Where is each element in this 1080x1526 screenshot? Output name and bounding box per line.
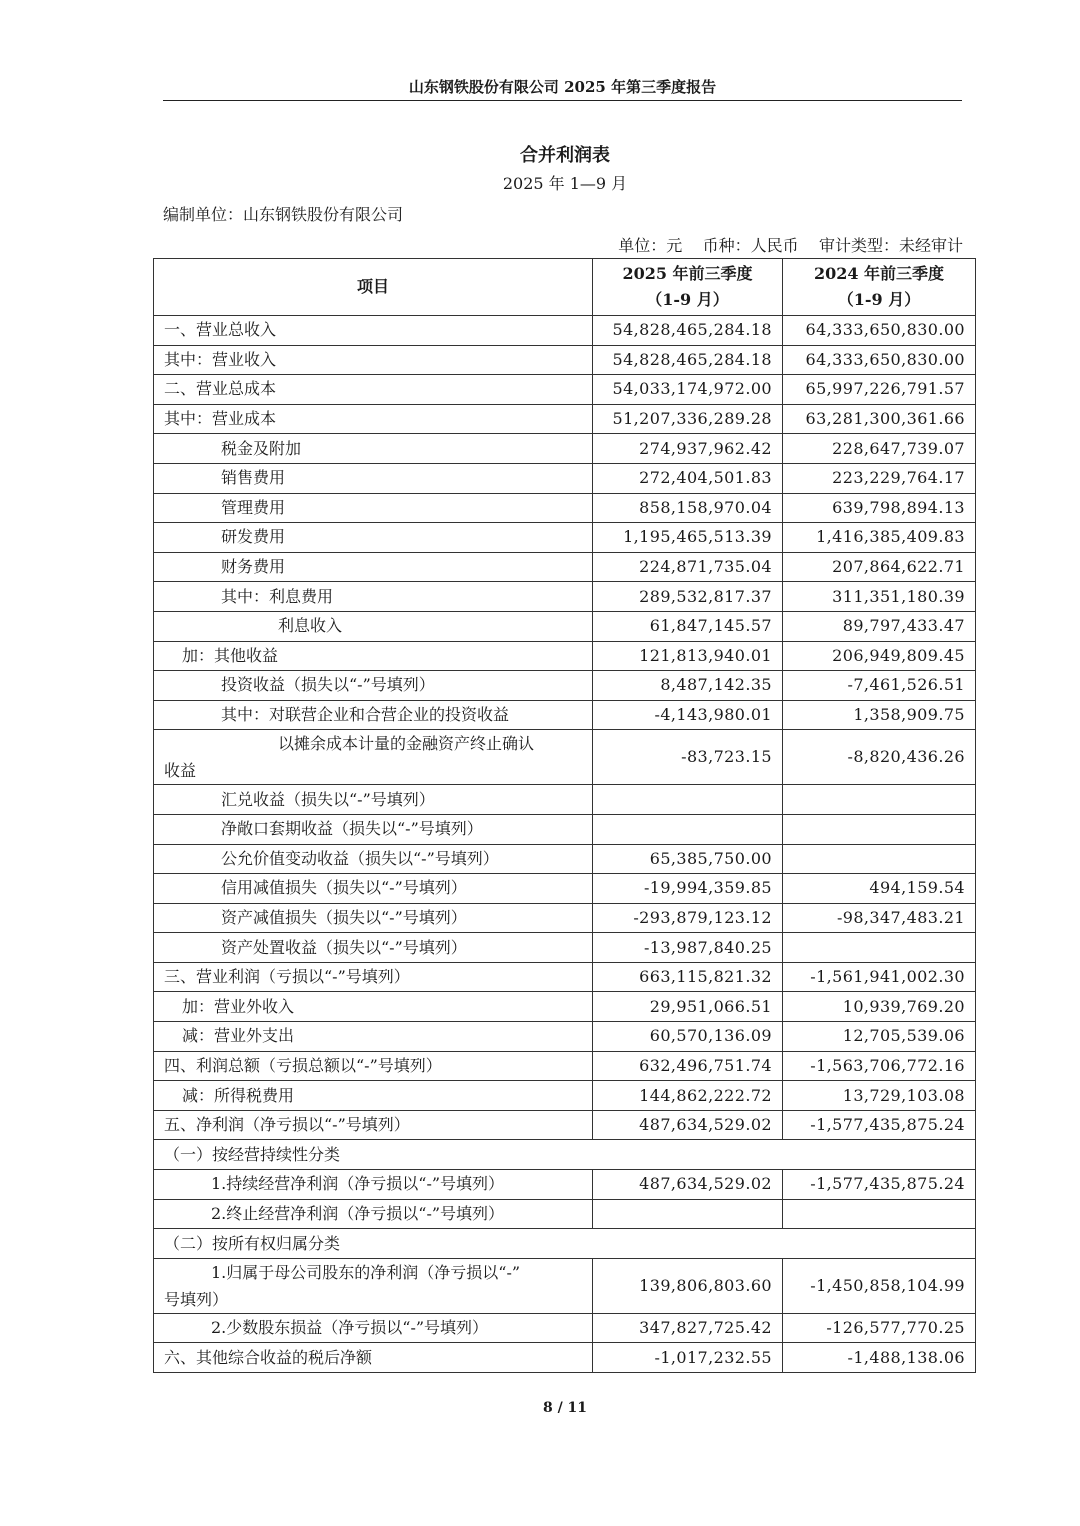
row-label-line1: 以摊余成本计量的金融资产终止确认 [278,734,535,754]
table-row [154,1081,976,1111]
value-2025: 1,195,465,513.39 [593,523,783,553]
value-2024: 12,705,539.06 [783,1022,976,1052]
table-row [154,1051,976,1081]
value-2025: 54,033,174,972.00 [593,375,783,405]
value-2025: 65,385,750.00 [593,844,783,874]
table-row [154,874,976,904]
compiling-entity: 编制单位：山东钢铁股份有限公司 [163,205,404,224]
table-row [154,1022,976,1052]
value-2024: -126,577,770.25 [783,1313,976,1343]
table-row [154,1199,976,1229]
value-2024: 10,939,769.20 [783,992,976,1022]
row-label: 二、营业总成本 [154,375,593,405]
value-2025: 272,404,501.83 [593,463,783,493]
value-2025: 61,847,145.57 [593,611,783,641]
table-row [154,345,976,375]
value-2025: 224,871,735.04 [593,552,783,582]
value-2024: 206,949,809.45 [783,641,976,671]
value-2025: 144,862,222.72 [593,1081,783,1111]
header-2024-line1: 2024 年前三季度 [813,264,945,283]
value-2024 [783,844,976,874]
value-2024: -1,577,435,875.24 [783,1110,976,1140]
value-2024: 13,729,103.08 [783,1081,976,1111]
row-label: 管理费用 [154,493,593,523]
row-label: 其中：对联营企业和合营企业的投资收益 [154,700,593,730]
value-2024: 64,333,650,830.00 [783,345,976,375]
row-label: 四、利润总额（亏损总额以“-”号填列） [154,1051,593,1081]
header-rule [163,100,962,101]
table-row [154,375,976,405]
row-label: 投资收益（损失以“-”号填列） [154,671,593,701]
value-2024: 89,797,433.47 [783,611,976,641]
table-row [154,700,976,730]
value-2025: 632,496,751.74 [593,1051,783,1081]
value-2024: 639,798,894.13 [783,493,976,523]
header-2025-line2: （1-9 月） [646,290,729,309]
header-item: 项目 [154,259,593,316]
header-2024-line2: （1-9 月） [837,290,921,309]
table-row [154,582,976,612]
value-2025 [593,814,783,844]
value-2024: 1,358,909.75 [783,700,976,730]
value-2025: 289,532,817.37 [593,582,783,612]
value-2024: -1,450,858,104.99 [783,1258,976,1313]
value-2025: 8,487,142.35 [593,671,783,701]
row-label: 减：营业外支出 [154,1022,593,1052]
table-row [154,785,976,815]
income-statement-table [153,258,976,1373]
row-label: 净敞口套期收益（损失以“-”号填列） [154,814,593,844]
row-label: 资产处置收益（损失以“-”号填列） [154,933,593,963]
table-row [154,962,976,992]
value-2024 [783,785,976,815]
value-2025 [593,1199,783,1229]
statement-title: 合并利润表 [520,145,610,166]
row-label: 汇兑收益（损失以“-”号填列） [154,785,593,815]
row-label: 资产减值损失（损失以“-”号填列） [154,903,593,933]
value-2024: -98,347,483.21 [783,903,976,933]
table-row [154,463,976,493]
table-row [154,404,976,434]
row-label: 销售费用 [154,463,593,493]
value-2025: 29,951,066.51 [593,992,783,1022]
value-2025: 51,207,336,289.28 [593,404,783,434]
value-2024: 228,647,739.07 [783,434,976,464]
statement-period: 2025 年 1—9 月 [502,174,628,193]
value-2024 [783,933,976,963]
table-row [154,671,976,701]
table-row [154,933,976,963]
table-header-row [154,259,976,316]
table-row [154,992,976,1022]
table-section-row [154,1229,976,1259]
table-row [154,493,976,523]
value-2025: 487,634,529.02 [593,1110,783,1140]
table-row [154,1110,976,1140]
value-2025: -19,994,359.85 [593,874,783,904]
value-2024: -1,577,435,875.24 [783,1170,976,1200]
table-row [154,552,976,582]
row-label: 其中：利息费用 [154,582,593,612]
table-row [154,1170,976,1200]
table-row [154,641,976,671]
table-row [154,316,976,346]
row-label-line2: 号填列） [164,1289,229,1309]
value-2024: 223,229,764.17 [783,463,976,493]
value-2024: -1,561,941,002.30 [783,962,976,992]
table-row [154,1343,976,1373]
table-section-row [154,1140,976,1170]
value-2024: -7,461,526.51 [783,671,976,701]
value-2024: 64,333,650,830.00 [783,316,976,346]
row-label: 1.持续经营净利润（净亏损以“-”号填列） [154,1170,593,1200]
value-2025: -4,143,980.01 [593,700,783,730]
row-label [154,730,593,785]
row-label: 六、其他综合收益的税后净额 [154,1343,593,1373]
row-label [154,1258,593,1313]
value-2025 [593,785,783,815]
value-2025: 60,570,136.09 [593,1022,783,1052]
row-label-line2: 收益 [164,761,197,781]
value-2024: -1,488,138.06 [783,1343,976,1373]
value-2025: 858,158,970.04 [593,493,783,523]
row-label: 减：所得税费用 [154,1081,593,1111]
row-label: 研发费用 [154,523,593,553]
value-2025: 487,634,529.02 [593,1170,783,1200]
table-row [154,523,976,553]
value-2025: 139,806,803.60 [593,1258,783,1313]
table-row [154,903,976,933]
table-row [154,844,976,874]
table-row [154,1313,976,1343]
table-row [154,730,976,785]
row-label: 三、营业利润（亏损以“-”号填列） [154,962,593,992]
table-row [154,814,976,844]
row-label: 税金及附加 [154,434,593,464]
report-header: 山东钢铁股份有限公司 2025 年第三季度报告 [408,78,717,96]
section-label: （二）按所有权归属分类 [154,1229,976,1259]
value-2025: 274,937,962.42 [593,434,783,464]
header-2025 [593,259,783,316]
table-row [154,434,976,464]
value-2025: 663,115,821.32 [593,962,783,992]
row-label: 财务费用 [154,552,593,582]
row-label: 其中：营业成本 [154,404,593,434]
value-2025: -13,987,840.25 [593,933,783,963]
value-2024: 311,351,180.39 [783,582,976,612]
table-row [154,1258,976,1313]
page-number: 8 / 11 [542,1400,588,1416]
value-2025: -1,017,232.55 [593,1343,783,1373]
value-2025: -293,879,123.12 [593,903,783,933]
row-label: 加：营业外收入 [154,992,593,1022]
row-label: 其中：营业收入 [154,345,593,375]
value-2025: 54,828,465,284.18 [593,345,783,375]
value-2024 [783,1199,976,1229]
value-2025: 54,828,465,284.18 [593,316,783,346]
row-label-line1: 1.归属于母公司股东的净利润（净亏损以“-” [211,1262,521,1282]
row-label: 2.少数股东损益（净亏损以“-”号填列） [154,1313,593,1343]
header-2025-line1: 2025 年前三季度 [622,264,753,283]
value-2024: 1,416,385,409.83 [783,523,976,553]
value-2024: 494,159.54 [783,874,976,904]
value-2024: 63,281,300,361.66 [783,404,976,434]
section-label: （一）按经营持续性分类 [154,1140,976,1170]
row-label: 信用减值损失（损失以“-”号填列） [154,874,593,904]
value-2024: -1,563,706,772.16 [783,1051,976,1081]
row-label: 2.终止经营净利润（净亏损以“-”号填列） [154,1199,593,1229]
row-label: 五、净利润（净亏损以“-”号填列） [154,1110,593,1140]
row-label: 加：其他收益 [154,641,593,671]
value-2024: 207,864,622.71 [783,552,976,582]
row-label: 一、营业总收入 [154,316,593,346]
unit-currency-audit-line: 单位：元 币种：人民币 审计类型：未经审计 [618,236,963,255]
table-row [154,611,976,641]
value-2025: 347,827,725.42 [593,1313,783,1343]
row-label: 利息收入 [154,611,593,641]
value-2024: -8,820,436.26 [783,730,976,785]
header-2024 [783,259,976,316]
value-2024: 65,997,226,791.57 [783,375,976,405]
value-2024 [783,814,976,844]
value-2025: -83,723.15 [593,730,783,785]
row-label: 公允价值变动收益（损失以“-”号填列） [154,844,593,874]
value-2025: 121,813,940.01 [593,641,783,671]
